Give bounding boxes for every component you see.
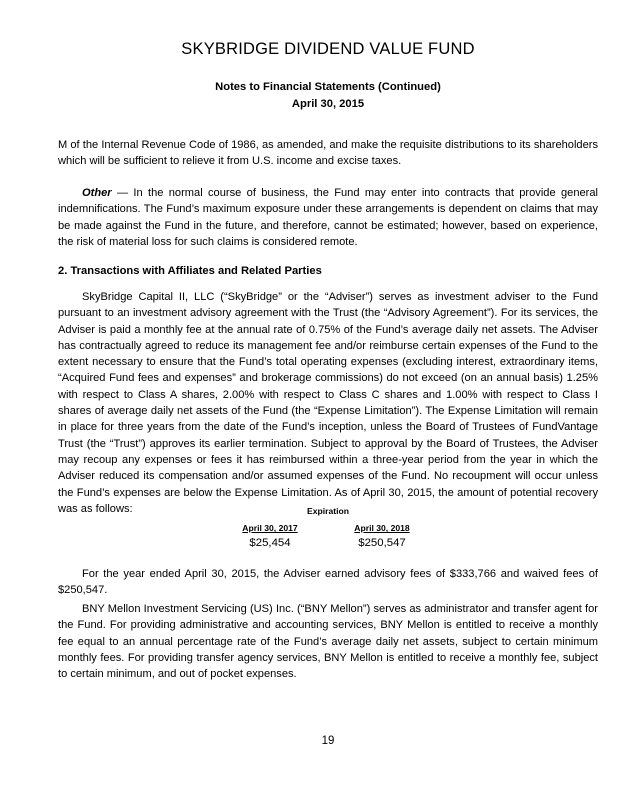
expiration-date: April 30, 2017 (242, 523, 298, 533)
expiration-amount: $25,454 (249, 537, 291, 549)
other-label: Other (82, 187, 112, 199)
paragraph-adviser: SkyBridge Capital II, LLC (“SkyBridge” or the “Adviser”) serves as investment adviser to the Fund pursuant to an investment advisory agreement with the Trust (the “Advisory Agreement”). For its services, the Adviser is paid a monthly fee at the annual rate of 0.75% of the Fund’s average daily net assets. The Adviser has contractually agreed to reduce its management fee and/or reimburse certain expenses of the Fund to the extent necessary to ensure that the Fund’s total operating expenses (excluding interest, extraordinary items, “Acquired Fund fees and expenses” and brokerage commissions) do not exceed (on an annual basis) 1.25% with respect to Class A shares, 2.00% with respect to Class C shares and 1.00% with respect to Class I shares of average daily net assets of the Fund (the “Expense Limitation”). The Expense Limitation will remain in place for three years from the date of the Fund’s inception, unless the Board of Trustees of FundVantage Trust (the “Trust”) approves its earlier termination. Subject to approval by the Board of Trustees, the Adviser may recoup any expenses or fees it has reimbursed within a three-year period from the year in which the Adviser reduced its compensation and/or assumed expenses of the Fund. No recoupment will occur unless the Fund’s expenses are below the Expense Limitation. As of April 30, 2015, the amount of potential recovery was as follows: (58, 291, 598, 515)
report-date: April 30, 2015 (291, 98, 365, 110)
expiration-column (215, 522, 325, 552)
section-heading: 2. Transactions with Affiliates and Related Parties (58, 265, 322, 277)
expiration-amount: $250,547 (358, 537, 406, 549)
section-title: Notes to Financial Statements (Continued) (215, 81, 441, 93)
other-text: — In the normal course of business, the Fund may enter into contracts that provide general indemnifications. The Fund’s maximum exposure under these arrangements is dependent on claims that may be made against the Fund in the future, and therefore, cannot be estimated; however, based on experience, the risk of material loss for such claims is considered remote. (58, 187, 598, 248)
page-number: 19 (321, 735, 335, 747)
paragraph-advisory-fees: For the year ended April 30, 2015, the Adviser earned advisory fees of $333,766 and waived fees of $250,547. (58, 568, 598, 597)
paragraph-other (58, 185, 598, 250)
paragraph-bny-mellon: BNY Mellon Investment Servicing (US) Inc. (“BNY Mellon”) serves as administrator and transfer agent for the Fund. For providing administrative and accounting services, BNY Mellon is entitled to receive a monthly fee equal to an annual percentage rate of the Fund’s average daily net assets, subject to certain minimum monthly fees. For providing transfer agency services, BNY Mellon is entitled to receive a monthly fee, subject to certain minimum, and out of pocket expenses. (58, 603, 598, 681)
paragraph-tax: M of the Internal Revenue Code of 1986, as amended, and make the requisite distributions to its shareholders which will be sufficient to relieve it from U.S. income and excise taxes. (58, 139, 598, 168)
expiration-date: April 30, 2018 (354, 523, 410, 533)
notes-subtitle (58, 79, 598, 113)
fund-title: SKYBRIDGE DIVIDEND VALUE FUND (181, 40, 475, 58)
expiration-column (327, 522, 437, 552)
expiration-header: Expiration (306, 506, 350, 516)
